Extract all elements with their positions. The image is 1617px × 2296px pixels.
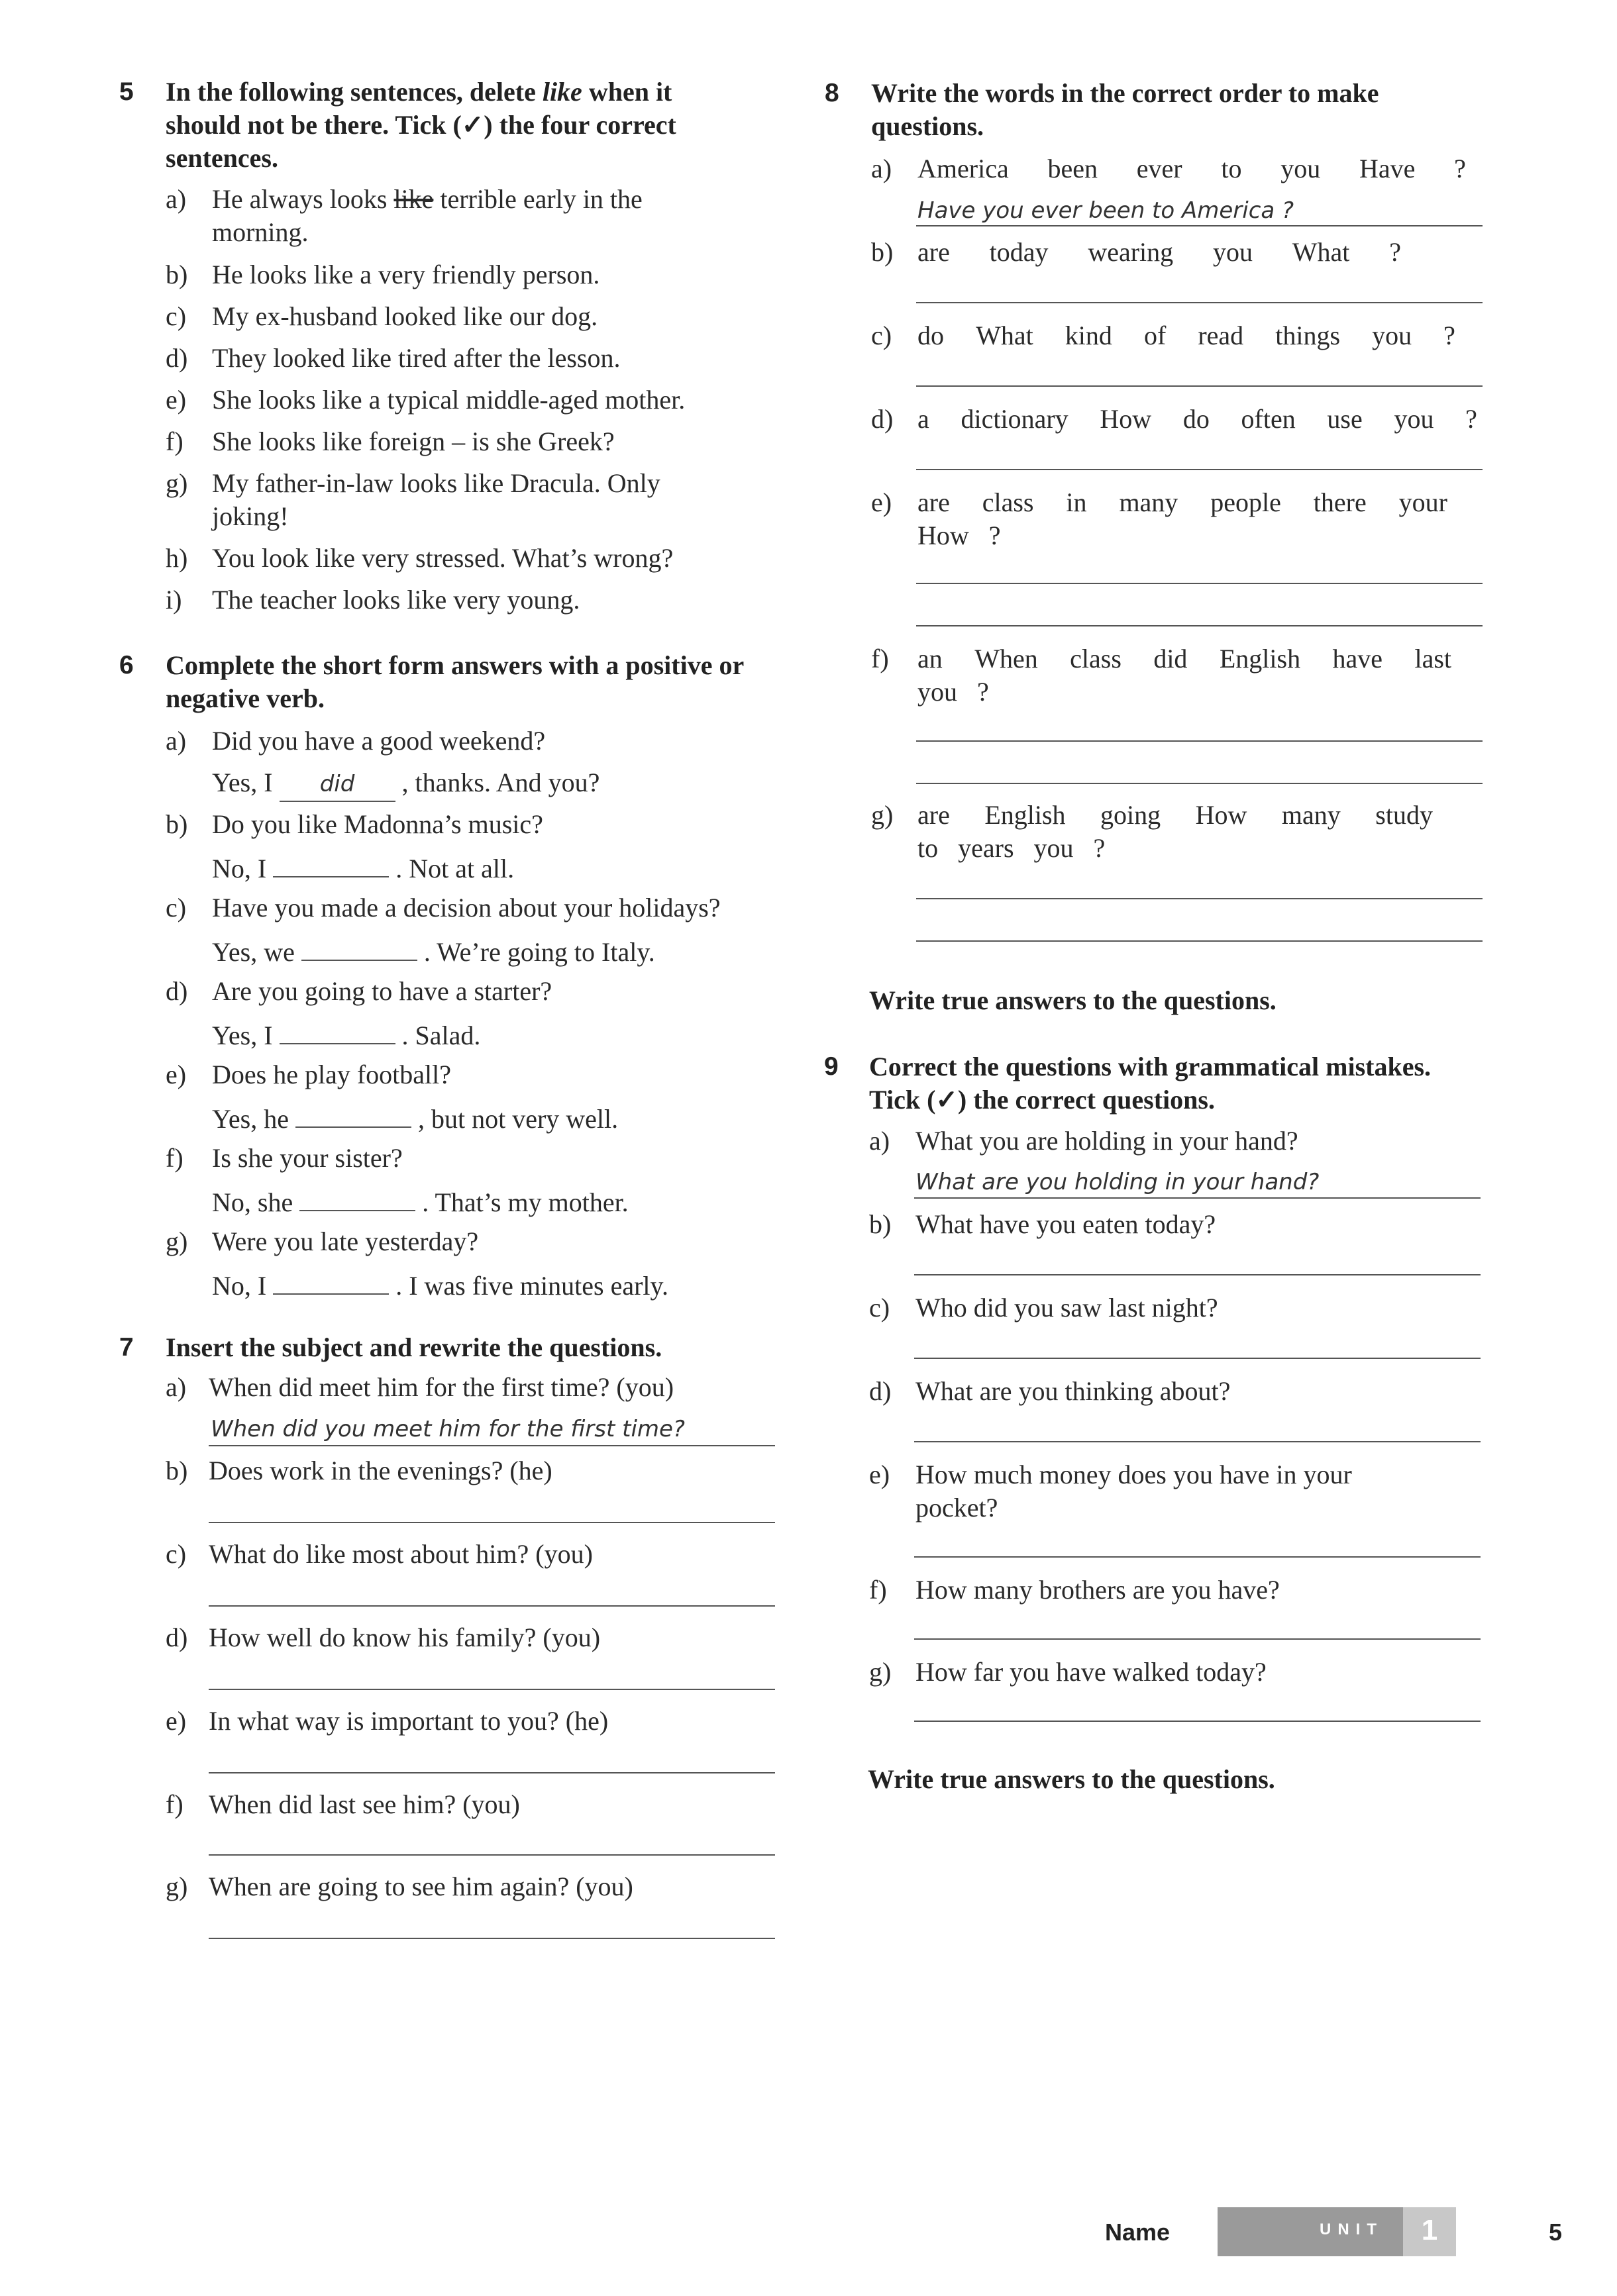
exercise-9 bbox=[824, 1050, 1479, 1117]
answer-blank[interactable] bbox=[295, 1100, 411, 1128]
unit-banner bbox=[1218, 2207, 1456, 2256]
answer-line[interactable] bbox=[916, 898, 1483, 899]
answer-line[interactable] bbox=[914, 1358, 1481, 1359]
exercise-5 bbox=[119, 75, 775, 175]
unit-number-box bbox=[1403, 2207, 1456, 2256]
exercise-instruction: Insert the subject and rewrite the questions. bbox=[166, 1332, 662, 1362]
answer-text: When did you meet him for the first time? bbox=[211, 1416, 685, 1442]
exercise-instruction: Write the words in the correct order to make questions. bbox=[871, 78, 1379, 141]
word-list: America been ever to you Have ? bbox=[917, 154, 1466, 183]
answer-line[interactable] bbox=[914, 1556, 1481, 1558]
answer-line[interactable] bbox=[209, 1605, 775, 1607]
answer-text: Have you ever been to America ? bbox=[917, 197, 1294, 224]
answer-line[interactable] bbox=[209, 1522, 775, 1523]
unit-label: UNIT bbox=[1320, 2221, 1383, 2238]
answer-line[interactable] bbox=[916, 469, 1483, 470]
answer-line[interactable] bbox=[916, 385, 1483, 387]
answer-line[interactable] bbox=[209, 1772, 775, 1773]
answer-line[interactable] bbox=[914, 1638, 1481, 1640]
answer-line[interactable] bbox=[209, 1854, 775, 1856]
answer-line[interactable] bbox=[916, 940, 1483, 942]
short-answer: Yes, he , but not very well. bbox=[212, 1100, 782, 1136]
answer-line[interactable] bbox=[916, 625, 1483, 626]
exercise-number: 6 bbox=[119, 651, 134, 679]
exercise-number: 9 bbox=[824, 1052, 839, 1081]
answer-line[interactable] bbox=[914, 1721, 1481, 1722]
answer-line[interactable] bbox=[209, 1938, 775, 1939]
exercise-footer-instruction: Write true answers to the questions. bbox=[868, 1764, 1275, 1794]
answer-blank[interactable] bbox=[273, 1267, 389, 1295]
exercise-instruction: Correct the questions with grammatical mistakes. Tick (✓) the correct questions. bbox=[869, 1052, 1432, 1115]
exercise-number: 5 bbox=[119, 77, 134, 106]
answer-line[interactable] bbox=[209, 1689, 775, 1690]
exercise-number: 7 bbox=[119, 1333, 134, 1362]
word-list: are today wearing you What ? bbox=[917, 237, 1401, 267]
name-label: Name bbox=[1105, 2219, 1171, 2246]
answer-blank[interactable] bbox=[301, 933, 417, 961]
exercise-footer-instruction: Write true answers to the questions. bbox=[869, 985, 1277, 1015]
answer-line[interactable] bbox=[916, 225, 1483, 226]
exercise-instruction: Complete the short form answers with a positive or negative verb. bbox=[166, 650, 744, 713]
answer-line[interactable] bbox=[914, 1274, 1481, 1275]
answer-line[interactable] bbox=[916, 583, 1483, 584]
answer-line[interactable] bbox=[914, 1197, 1481, 1199]
answer-line[interactable] bbox=[916, 740, 1483, 742]
exercise-instruction: In the following sentences, delete like when it should not be there. Tick (✓) the four correct sentences. bbox=[166, 77, 676, 173]
exercise-7 bbox=[119, 1331, 775, 1364]
answer-blank[interactable] bbox=[280, 1017, 395, 1044]
answer-line[interactable] bbox=[916, 783, 1483, 784]
short-answer: Yes, I . Salad. bbox=[212, 1017, 782, 1052]
answer-line[interactable] bbox=[209, 1445, 775, 1446]
word-list: an When class did English have last bbox=[917, 644, 1451, 674]
answer-line[interactable] bbox=[914, 1441, 1481, 1442]
struck-word: like bbox=[393, 184, 434, 214]
short-answer: No, I . Not at all. bbox=[212, 850, 782, 885]
short-answer: Yes, I did , thanks. And you? bbox=[212, 766, 782, 802]
word-list: do What kind of read things you ? bbox=[917, 321, 1455, 350]
word-list: are class in many people there your bbox=[917, 487, 1447, 517]
answer-line[interactable] bbox=[916, 302, 1483, 303]
word-list: are English going How many study bbox=[917, 800, 1433, 830]
exercise-8 bbox=[825, 77, 1467, 143]
exercise-number: 8 bbox=[825, 79, 839, 107]
answer-blank[interactable]: did bbox=[280, 768, 395, 802]
answer-text: What are you holding in your hand? bbox=[915, 1169, 1320, 1195]
short-answer: No, I . I was five minutes early. bbox=[212, 1267, 782, 1303]
answer-blank[interactable] bbox=[273, 850, 389, 877]
short-answer: No, she . That’s my mother. bbox=[212, 1183, 782, 1219]
exercise-6 bbox=[119, 649, 775, 715]
page-number: 5 bbox=[1549, 2219, 1563, 2246]
word-list: a dictionary How do often use you ? bbox=[917, 404, 1477, 434]
answer-blank[interactable] bbox=[299, 1183, 415, 1211]
short-answer: Yes, we . We’re going to Italy. bbox=[212, 933, 782, 969]
unit-number: 1 bbox=[1421, 2214, 1438, 2246]
